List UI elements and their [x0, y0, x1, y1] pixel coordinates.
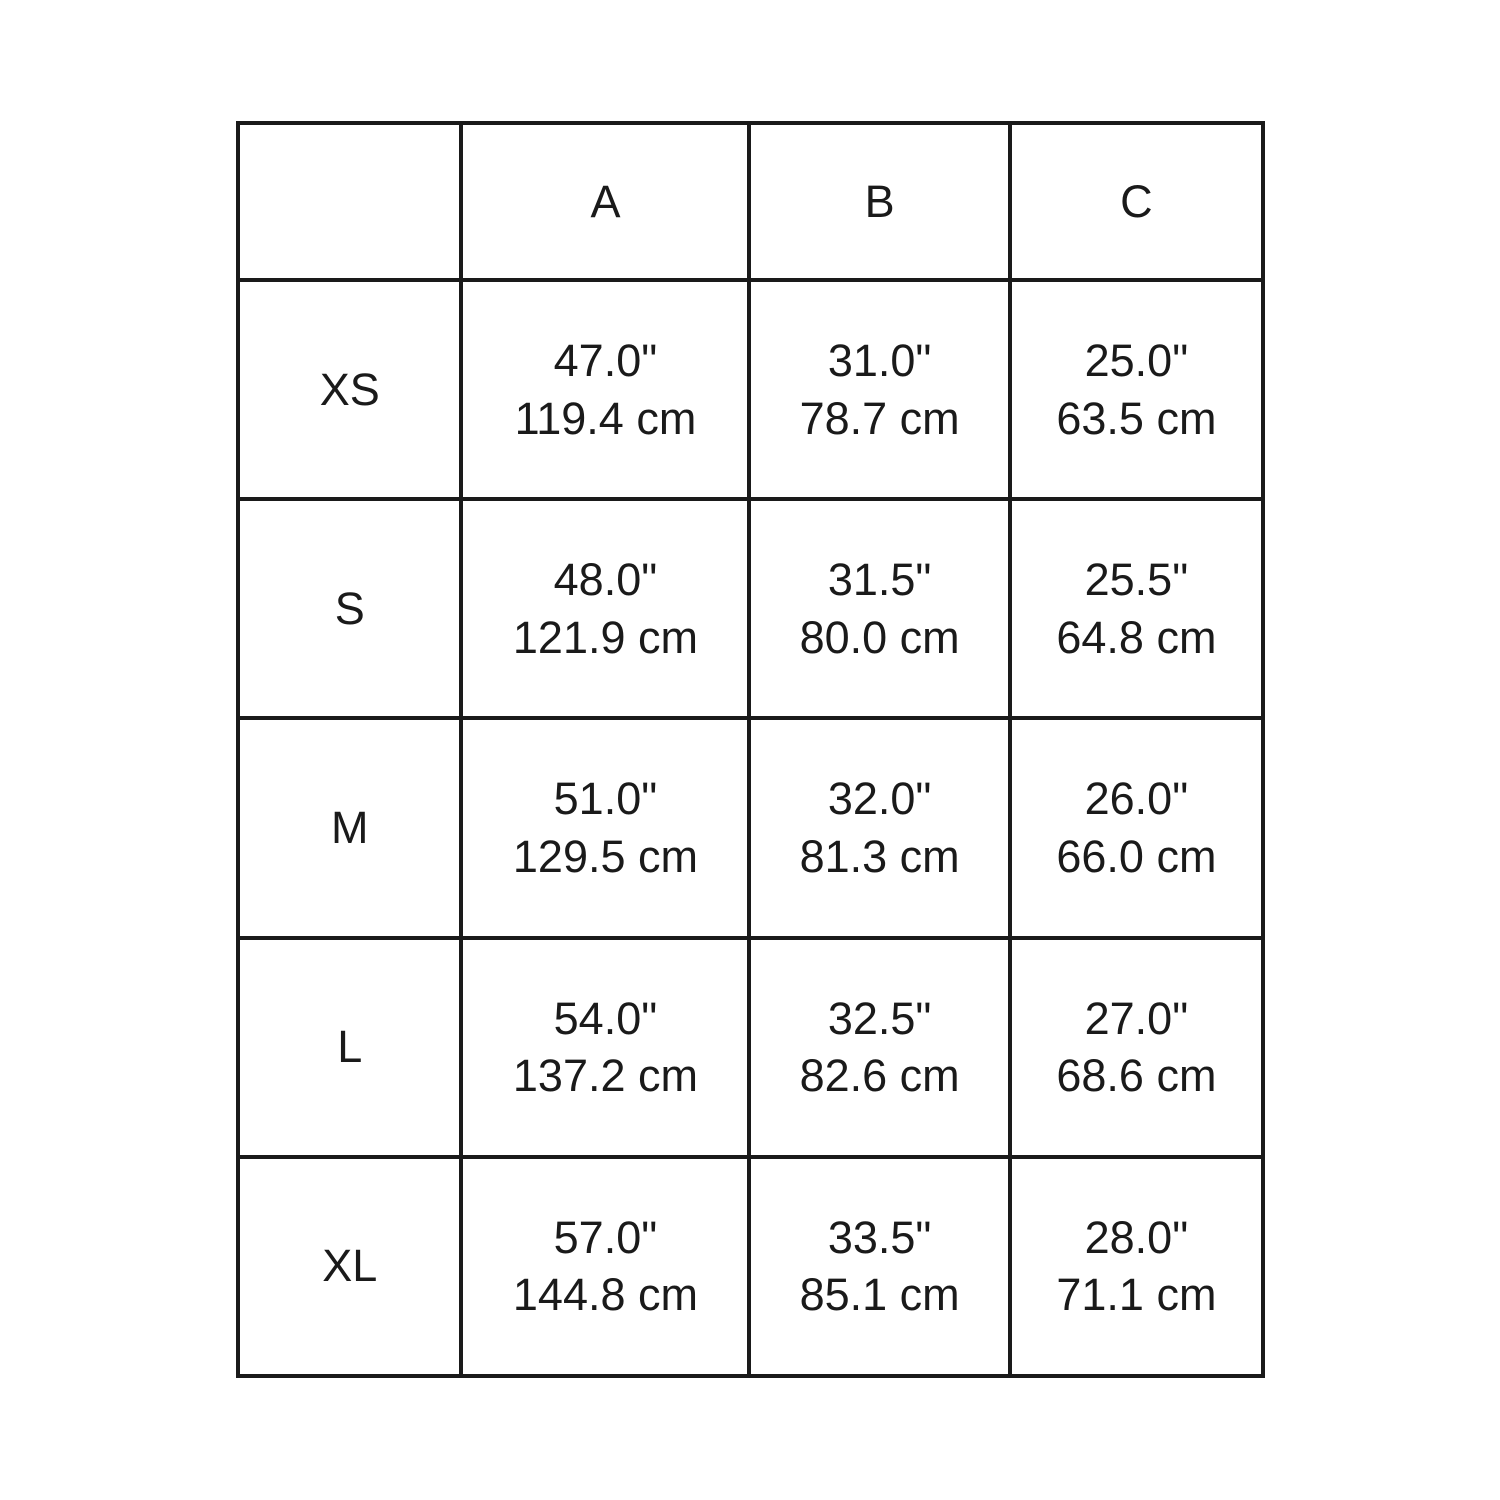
value-cm: 63.5 cm	[1056, 392, 1217, 444]
value-inches: 25.0"	[1084, 335, 1189, 386]
value-inches: 27.0"	[1084, 992, 1189, 1044]
value-inches: 54.0"	[553, 992, 658, 1044]
value-inches: 25.5"	[1084, 554, 1189, 606]
table-row-xs	[238, 280, 1263, 499]
value-cm: 129.5 cm	[512, 830, 698, 882]
value-cm: 80.0 cm	[799, 611, 960, 663]
row-label-xs: XS	[238, 280, 461, 499]
value-inches: 57.0"	[553, 1211, 658, 1263]
cell-m-b	[749, 718, 1009, 937]
value-cm: 78.7 cm	[799, 392, 960, 444]
row-label-l: L	[238, 938, 461, 1157]
cell-xl-c	[1010, 1157, 1263, 1376]
value-cm: 137.2 cm	[512, 1050, 698, 1102]
value-cm: 64.8 cm	[1056, 611, 1217, 663]
cell-l-b	[749, 938, 1009, 1157]
cell-xs-c	[1010, 280, 1263, 499]
value-cm: 119.4 cm	[514, 392, 697, 444]
cell-xs-a	[461, 280, 749, 499]
value-inches: 33.5"	[827, 1211, 932, 1263]
value-inches: 32.0"	[827, 773, 932, 825]
header-col-a: A	[461, 123, 749, 280]
cell-xl-b	[749, 1157, 1009, 1376]
value-inches: 28.0"	[1084, 1211, 1189, 1263]
cell-l-a	[461, 938, 749, 1157]
value-cm: 81.3 cm	[799, 830, 960, 882]
cell-m-a	[461, 718, 749, 937]
value-inches: 31.5"	[827, 554, 932, 606]
table-row-s	[238, 499, 1263, 718]
table-row-m	[238, 718, 1263, 937]
value-inches: 51.0"	[553, 773, 658, 825]
cell-s-c	[1010, 499, 1263, 718]
cell-s-b	[749, 499, 1009, 718]
cell-m-c	[1010, 718, 1263, 937]
value-inches: 47.0"	[553, 335, 658, 386]
header-col-c: C	[1010, 123, 1263, 280]
row-label-s: S	[238, 499, 461, 718]
value-cm: 66.0 cm	[1056, 830, 1217, 882]
size-chart-table	[236, 121, 1265, 1378]
value-cm: 82.6 cm	[799, 1050, 960, 1102]
value-inches: 32.5"	[827, 992, 932, 1044]
value-cm: 71.1 cm	[1056, 1269, 1217, 1321]
cell-s-a	[461, 499, 749, 718]
value-cm: 85.1 cm	[799, 1269, 960, 1321]
value-inches: 26.0"	[1084, 773, 1189, 825]
value-inches: 31.0"	[827, 335, 932, 386]
table-row-xl	[238, 1157, 1263, 1376]
table-row-l	[238, 938, 1263, 1157]
value-cm: 68.6 cm	[1056, 1050, 1217, 1102]
cell-xl-a	[461, 1157, 749, 1376]
header-row	[238, 123, 1263, 280]
row-label-m: M	[238, 718, 461, 937]
value-inches: 48.0"	[553, 554, 658, 606]
value-cm: 144.8 cm	[512, 1269, 698, 1321]
header-empty-cell	[238, 123, 461, 280]
cell-xs-b	[749, 280, 1009, 499]
row-label-xl: XL	[238, 1157, 461, 1376]
value-cm: 121.9 cm	[512, 611, 698, 663]
cell-l-c	[1010, 938, 1263, 1157]
header-col-b: B	[749, 123, 1009, 280]
